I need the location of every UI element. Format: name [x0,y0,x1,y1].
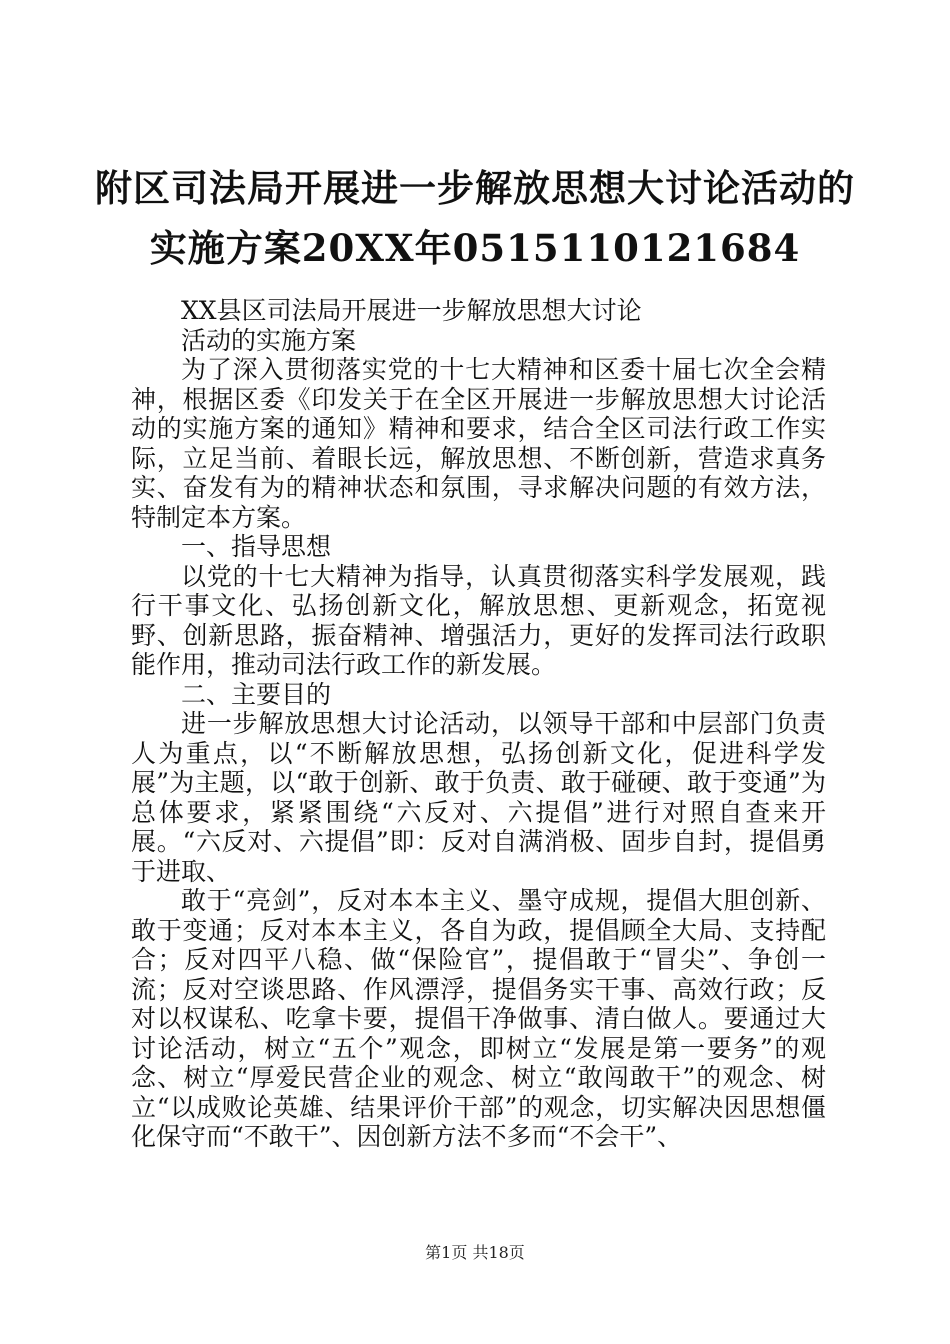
document-body [131,296,826,1152]
guiding-ideology-paragraph: 以党的十七大精神为指导，认真贯彻落实科学发展观，践行干事文化、弘扬创新文化，解放思想、更新观念，拓宽视野、创新思路，振奋精神、增强活力，更好的发挥司法行政职能作用，推动司法行政工作的新发展。 [131,561,826,679]
section-heading-main-purpose: 二、主要目的 [181,679,332,709]
subtitle-line-1: XX县区司法局开展进一步解放思想大讨论 [181,296,642,325]
page-footer: 第1页 共18页 [425,1243,525,1262]
six-oppose-six-advocate-paragraph: 敢于“亮剑”，反对本本主义、墨守成规，提倡大胆创新、敢于变通；反对本本主义，各自为政，提倡顾全大局、支持配合；反对四平八稳、做“保险官”，提倡敢于“冒尖”、争创一流；反对空谈思路、作风漂浮，提倡务实干事、高效行政；反对以权谋私、吃拿卡要，提倡干净做事、清白做人。要通过大讨论活动，树立“五个”观念，即树立“发展是第一要务”的观念、树立“厚爱民营企业的观念、树立“敢闯敢干”的观念、树立“以成败论英雄、结果评价干部”的观念，切实解决因思想僵化保守而“不敢干”、因创新方法不多而“不会干”、 [131,886,826,1151]
subtitle-line-2: 活动的实施方案 [181,325,357,355]
main-purpose-paragraph: 进一步解放思想大讨论活动，以领导干部和中层部门负责人为重点，以“不断解放思想，弘扬创新文化，促进科学发展”为主题，以“敢于创新、敢于负责、敢于碰硬、敢于变通”为总体要求，紧紧围绕“六反对、六提倡”进行对照自查来开展。“六反对、六提倡”即：反对自满消极、固步自封，提倡勇于进取、 [131,709,826,886]
document-title-line-1: 附区司法局开展进一步解放思想大讨论活动的 [95,166,855,210]
document-title [40,158,910,278]
document-title-line-2: 实施方案20XX年0515110121684 [149,226,801,270]
intro-paragraph: 为了深入贯彻落实党的十七大精神和区委十届七次全会精神，根据区委《印发关于在全区开展进一步解放思想大讨论活动的实施方案的通知》精神和要求，结合全区司法行政工作实际，立足当前、着眼长远，解放思想、不断创新，营造求真务实、奋发有为的精神状态和氛围，寻求解决问题的有效方法，特制定本方案。 [131,355,826,532]
section-heading-guiding-ideology: 一、指导思想 [181,532,332,561]
